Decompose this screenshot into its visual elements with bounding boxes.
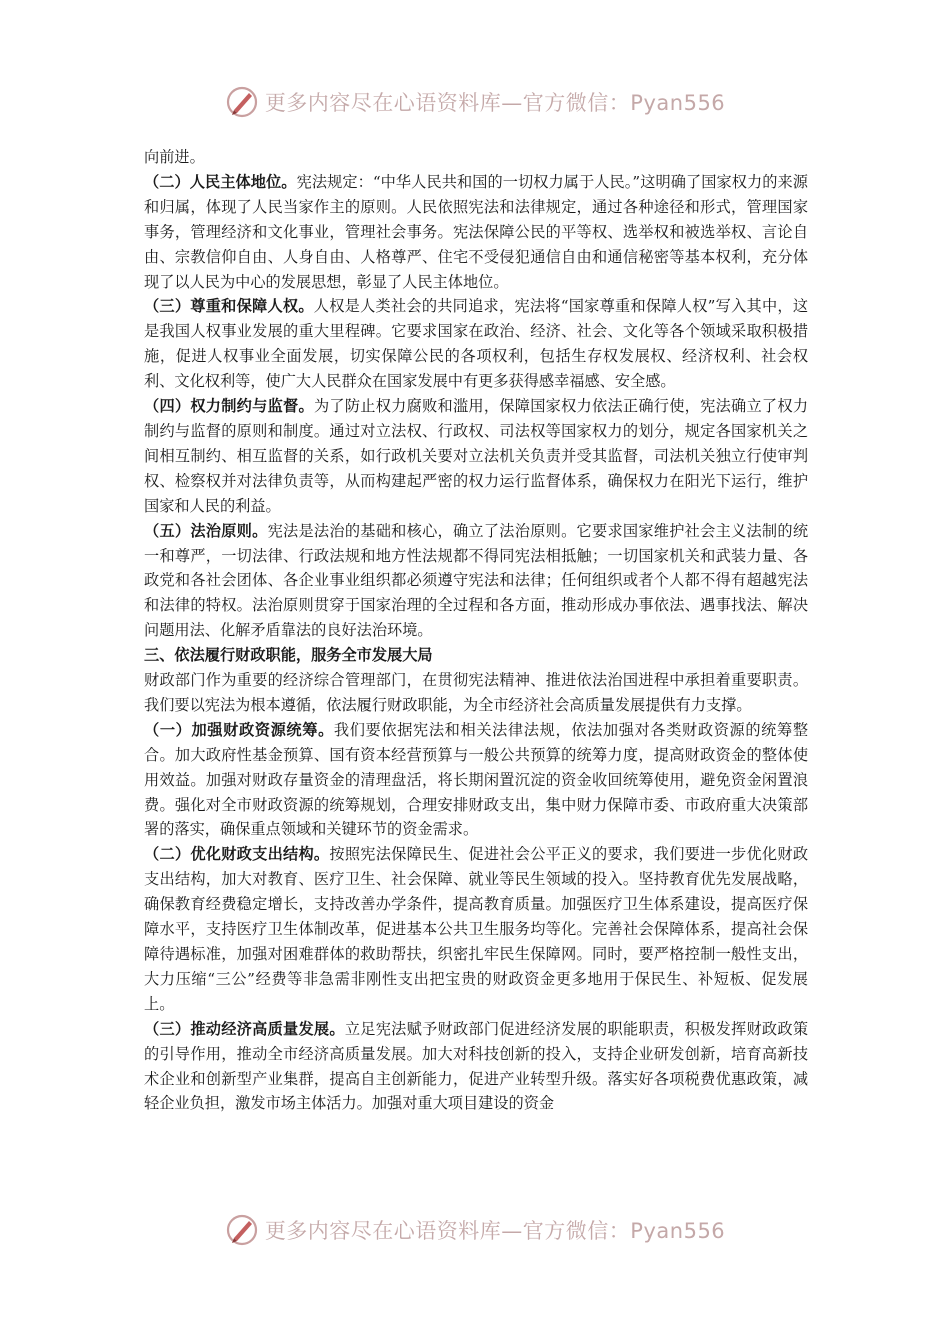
pen-logo-icon bbox=[225, 85, 259, 119]
paragraph-lead: （五）法治原则。 bbox=[144, 521, 268, 540]
paragraph-people-subject bbox=[144, 170, 808, 295]
paragraph-lead: （四）权力制约与监督。 bbox=[144, 397, 314, 416]
paragraph-lead: （二）优化财政支出结构。 bbox=[144, 845, 330, 864]
section-heading: 三、依法履行财政职能，服务全市发展大局 bbox=[144, 646, 433, 665]
paragraph-lead: （一）加强财政资源统筹。 bbox=[144, 720, 334, 739]
paragraph-lead: （三）推动经济高质量发展。 bbox=[144, 1019, 345, 1038]
paragraph-text: 我们要依据宪法和相关法律法规，依法加强对各类财政资源的统筹整合。加大政府性基金预算、国有资本经营预算与一般公共预算的统筹力度，提高财政资金的整体使用效益。加强对财政存量资金的清理盘活，将长期闲置沉淀的资金收回统筹使用，避免资金闲置浪费。强化对全市财政资源的统筹规划，合理安排财政支出，集中财力保障市委、市政府重大决策部署的落实，确保重点领域和关键环节的资金需求。 bbox=[144, 720, 809, 839]
paragraph-text: 宪法规定：“中华人民共和国的一切权力属于人民。”这明确了国家权力的来源和归属，体现了人民当家作主的原则。人民依照宪法和法律规定，通过各种途径和形式，管理国家事务，管理经济和文化事业，管理社会事务。宪法保障公民的平等权、选举权和被选举权、言论自由、宗教信仰自由、人身自由、人格尊严、住宅不受侵犯通信自由和通信秘密等基本权利，充分体现了以人民为中心的发展思想，彰显了人民主体地位。 bbox=[144, 172, 808, 291]
paragraph-text: 宪法是法治的基础和核心，确立了法治原则。它要求国家维护社会主义法制的统一和尊严，一切法律、行政法规和地方性法规都不得同宪法相抵触；一切国家机关和武装力量、各政党和各社会团体、各企业事业组织都必须遵守宪法和法律；任何组织或者个人都不得有超越宪法和法律的特权。法治原则贯穿于国家治理的全过程和各方面，推动形成办事依法、遇事找法、解决问题用法、化解矛盾靠法的良好法治环境。 bbox=[144, 521, 809, 640]
watermark-text: 更多内容尽在心语资料库—官方微信：Pyan556 bbox=[264, 91, 726, 115]
paragraph-text: 按照宪法保障民生、促进社会公平正义的要求，我们要进一步优化财政支出结构，加大对教育、医疗卫生、社会保障、就业等民生领域的投入。坚持教育优先发展战略，确保教育经费稳定增长，支持改善办学条件，提高教育质量。加强医疗卫生体系建设，提高医疗保障水平，支持医疗卫生体制改革，促进基本公共卫生服务均等化。完善社会保障体系，提高社会保障待遇标准，加强对困难群体的救助帮扶，织密扎牢民生保障网。同时，要严格控制一般性支出，大力压缩“三公”经费等非急需非刚性支出把宝贵的财政资金更多地用于保民生、补短板、促发展上。 bbox=[144, 845, 809, 1013]
paragraph-lead: （三）尊重和保障人权。 bbox=[144, 297, 314, 316]
paragraph-economic-development bbox=[144, 1017, 808, 1117]
watermark-text: 更多内容尽在心语资料库—官方微信：Pyan556 bbox=[264, 1219, 726, 1243]
paragraph-text: 为了防止权力腐败和滥用，保障国家权力依法正确行使，宪法确立了权力制约与监督的原则和制度。通过对立法权、行政权、司法权等国家权力的划分，规定各国家机关之间相互制约、相互监督的关系，如行政机关要对立法机关负责并受其监督，司法机关独立行使审判权、检察权并对法律负责等，从而构建起严密的权力运行监督体系，确保权力在阳光下运行，维护国家和人民的利益。 bbox=[144, 397, 809, 515]
watermark-group bbox=[225, 85, 725, 119]
paragraph-continuation: 向前进。 bbox=[144, 148, 205, 166]
watermark-group bbox=[225, 1213, 725, 1247]
paragraph-lead: （二）人民主体地位。 bbox=[144, 172, 297, 191]
paragraph-rule-of-law bbox=[144, 519, 808, 644]
document-body bbox=[144, 145, 808, 1116]
paragraph-text: 立足宪法赋予财政部门促进经济发展的职能职责，积极发挥财政政策的引导作用，推动全市经济高质量发展。加大对科技创新的投入，支持企业研发创新，培育高新技术企业和创新型产业集群，提高自主创新能力，促进产业转型升级。落实好各项税费优惠政策，减轻企业负担，激发市场主体活力。加强对重大项目建设的资金 bbox=[144, 1019, 809, 1113]
header-watermark-banner bbox=[0, 82, 950, 122]
paragraph-text: 人权是人类社会的共同追求，宪法将“国家尊重和保障人权”写入其中，这是我国人权事业发展的重大里程碑。它要求国家在政治、经济、社会、文化等各个领域采取积极措施，促进人权事业全面发展，切实保障公民的各项权利，包括生存权发展权、经济权利、社会权利、文化权利等，使广大人民群众在国家发展中有更多获得感幸福感、安全感。 bbox=[144, 297, 809, 391]
paragraph-finance-intro bbox=[144, 668, 808, 718]
paragraph-power-supervision bbox=[144, 394, 808, 519]
paragraph-text: 财政部门作为重要的经济综合管理部门，在贯彻宪法精神、推进依法治国进程中承担着重要职责。我们要以宪法为根本遵循，依法履行财政职能，为全市经济社会高质量发展提供有力支撑。 bbox=[144, 671, 808, 714]
paragraph-human-rights bbox=[144, 294, 808, 394]
pen-logo-icon bbox=[225, 1213, 259, 1247]
paragraph-expenditure-structure bbox=[144, 842, 808, 1016]
footer-watermark-banner bbox=[0, 1210, 950, 1250]
paragraph-resource-coordination bbox=[144, 718, 808, 843]
